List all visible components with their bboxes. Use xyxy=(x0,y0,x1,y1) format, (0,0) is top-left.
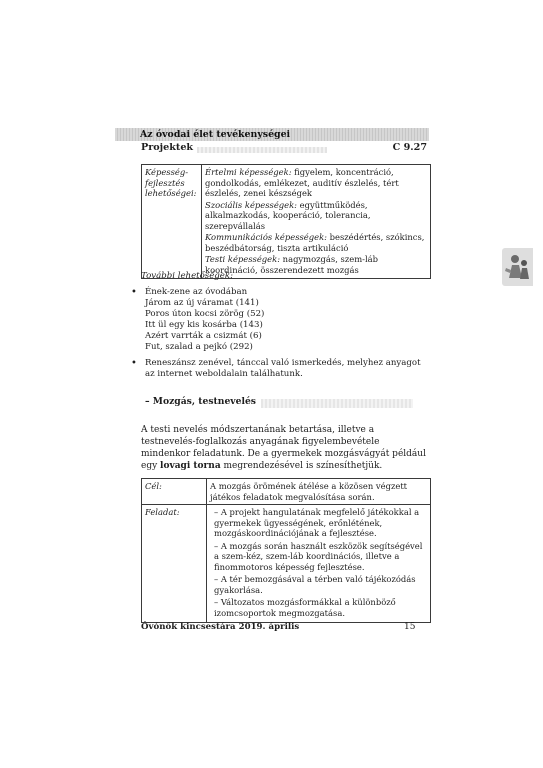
section-rule xyxy=(197,147,327,153)
page-number: 15 xyxy=(404,622,416,632)
bullet-icon: • xyxy=(131,358,137,369)
task-item: – A projekt hangulatának megfelelő játékokkal a gyermekek ügyességének, erőnlétének, mozgáskoordinációjának a fejlesztése. xyxy=(214,507,420,538)
subsection-heading xyxy=(145,396,415,410)
song-item: Fut, szalad a pejkó (292) xyxy=(145,342,253,352)
more-options-label: További lehetőségek: xyxy=(141,271,233,281)
goal-label: Cél: xyxy=(142,479,207,505)
song-item: Azért varrták a csizmát (6) xyxy=(145,331,262,341)
skill-item xyxy=(205,232,427,253)
renaissance-bullet xyxy=(131,358,431,380)
skill-item-lead: Kommunikációs képességek: xyxy=(205,232,327,242)
skill-item-text: beszédértés, szókincs, beszédbátorság, tiszta artikuláció xyxy=(205,232,425,253)
section-code: C 9.27 xyxy=(392,142,427,153)
task-item: – A tér bemozgásával a térben való tájékozódás gyakorlása. xyxy=(214,574,416,595)
section-title: Projektek xyxy=(141,142,194,153)
skill-item-text: együttműködés, alkalmazkodás, kooperáció, tolerancia, szerepvállalás xyxy=(205,199,371,231)
skill-item-text: figyelem, koncentráció, gondolkodás, emlékezet, auditív észlelés, tért észlelés, zenei készségek xyxy=(205,167,399,198)
song-item: Itt ül egy kis kosárba (143) xyxy=(145,320,263,330)
music-bullet xyxy=(131,287,431,353)
skill-item-lead: Testi képességek: xyxy=(205,254,281,264)
bullet-item xyxy=(131,287,431,298)
sidebar-thumbnail xyxy=(502,248,533,286)
skill-item-lead: Szociális képességek: xyxy=(205,199,297,210)
goal-table xyxy=(141,478,431,623)
skill-item xyxy=(205,254,427,275)
skills-table-label: Képesség-fejlesztés lehetőségei: xyxy=(142,165,202,279)
bullet-icon: • xyxy=(131,287,137,298)
task-list xyxy=(207,505,431,623)
bullet-title: Ének-zene az óvodában xyxy=(145,287,248,297)
paragraph-text-after: megrendezésével is színesíthetjük. xyxy=(220,461,383,471)
skill-item xyxy=(205,167,427,199)
task-item: – A mozgás során használt eszközök segítségével a szem-kéz, szem-láb koordinációs, illetve a finommotoros képesség fejlesztése. xyxy=(214,540,423,572)
footer-publication: Óvónők kincsestára 2019. április xyxy=(141,622,300,632)
skill-item-text: nagymozgás, szem-láb koordináció, összerendezett mozgás xyxy=(205,254,379,275)
skills-table xyxy=(141,164,431,279)
paragraph-text-before: A testi nevelés módszertanának betartása, illetve a testnevelés-foglalkozás anyagának figyelembevétele mindenkor feladatunk. De a gyermekek mozgásvágyát például egy xyxy=(141,425,426,471)
skills-table-content xyxy=(202,165,431,279)
children-illustration-icon xyxy=(502,248,533,286)
task-label: Feladat: xyxy=(142,505,207,623)
task-item: – Változatos mozgásformákkal a különböző izomcsoportok megmozgatása. xyxy=(214,597,396,618)
page-header-title: Az óvodai élet tevékenységei xyxy=(140,129,291,140)
goal-text: A mozgás örömének átélése a közösen végzett játékos feladatok megvalósítása során. xyxy=(207,479,431,505)
song-item: Poros úton kocsi zörög (52) xyxy=(145,309,265,319)
bullet-item xyxy=(131,358,431,380)
skill-item-lead: Értelmi képességek: xyxy=(205,167,292,177)
body-paragraph xyxy=(141,424,431,472)
subsection-band xyxy=(261,399,413,408)
skill-item xyxy=(205,200,427,232)
subsection-title: – Mozgás, testnevelés xyxy=(145,396,256,407)
bullet-text: Reneszánsz zenével, tánccal való ismerkedés, melyhez anyagot az internet weboldalain találhatunk. xyxy=(145,358,421,379)
paragraph-emphasis: lovagi torna xyxy=(160,461,221,471)
song-item: Járom az új váramat (141) xyxy=(145,298,259,308)
section-heading-row xyxy=(141,142,427,156)
